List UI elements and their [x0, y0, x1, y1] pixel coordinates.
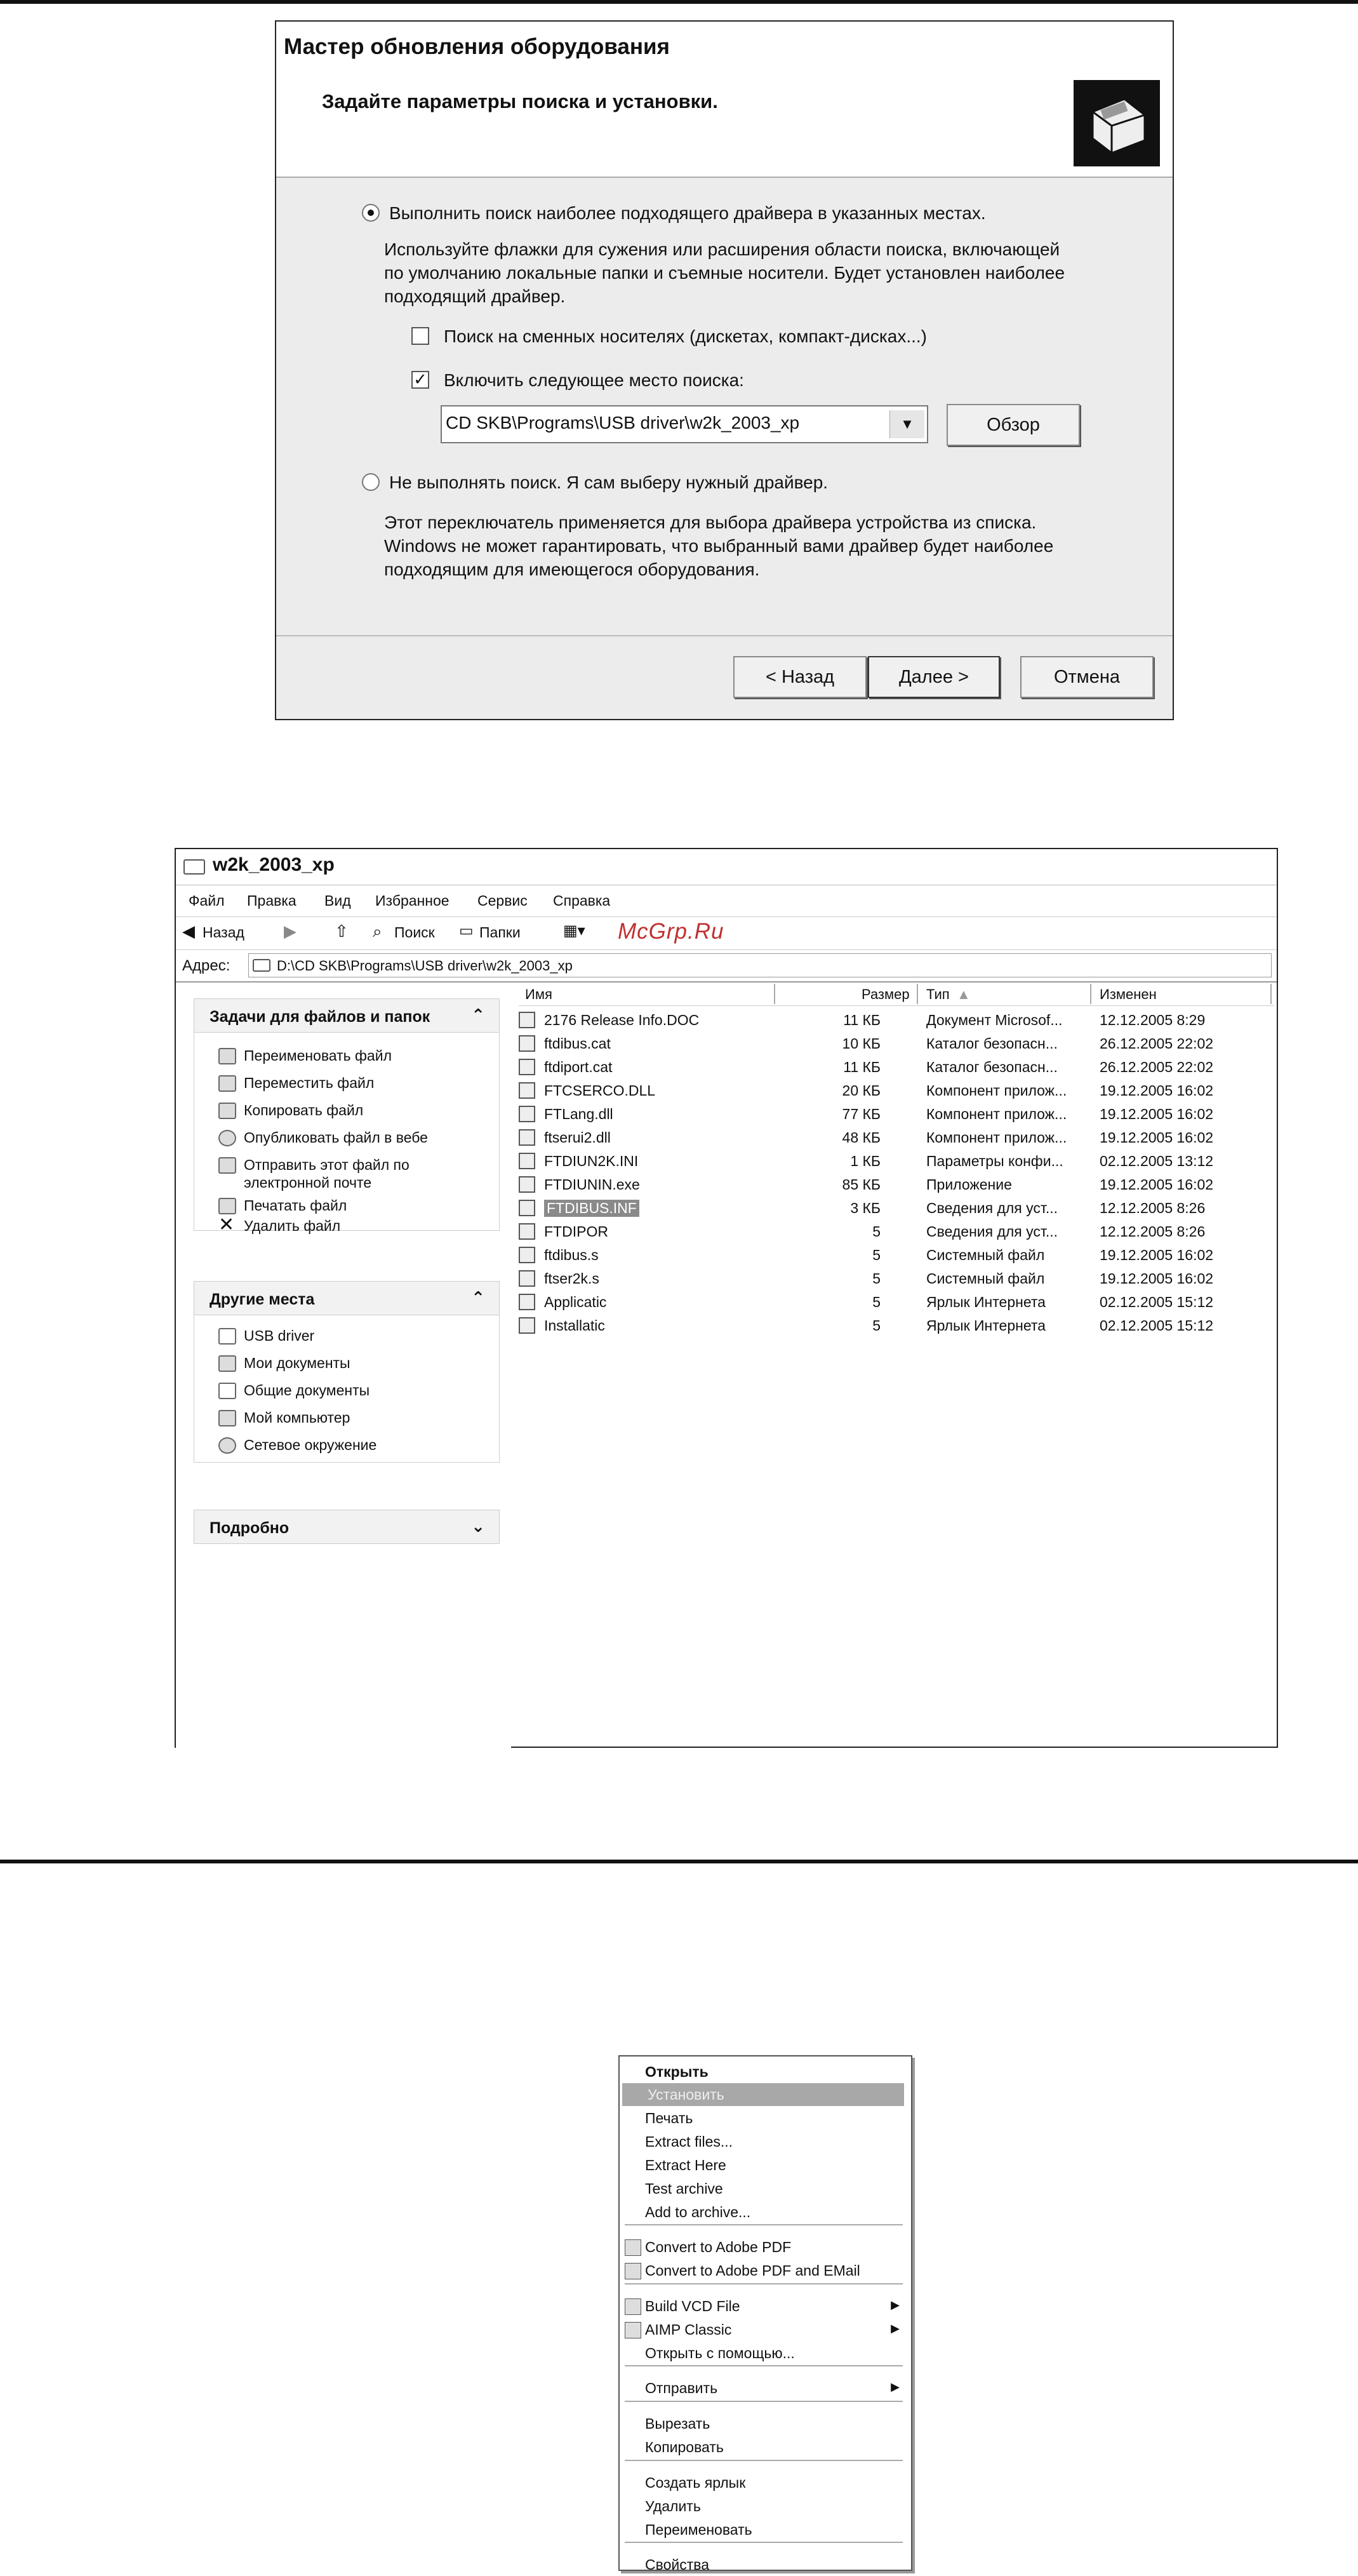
other-places-header[interactable]: [194, 1281, 500, 1315]
menu-separator: [625, 2542, 903, 2543]
delete-icon: ✕: [218, 1214, 235, 1235]
file-size: 5: [872, 1247, 881, 1263]
folders-icon[interactable]: ▭: [459, 922, 474, 939]
mail-icon: [218, 1157, 236, 1174]
table-row[interactable]: [519, 1102, 1274, 1125]
toolbar-search-button[interactable]: Поиск: [394, 924, 435, 941]
hardware-icon: [1074, 80, 1160, 166]
file-type: Ярлык Интернета: [926, 1317, 1046, 1334]
window-title-bar: [176, 849, 1277, 885]
file-icon: [519, 1200, 535, 1216]
place-network[interactable]: Сетевое окружение: [244, 1436, 376, 1454]
menu-item-open-with[interactable]: Открыть с помощью...: [645, 2345, 795, 2361]
file-modified: 19.12.2005 16:02: [1100, 1176, 1214, 1193]
search-path-value: CD SKB\Programs\USB driver\w2k_2003_xp: [446, 413, 800, 433]
col-name[interactable]: Имя: [525, 986, 552, 1002]
no-search-desc-2: Windows не может гарантировать, что выбранный вами драйвер будет наиболее: [384, 536, 1054, 556]
file-size: 11 КБ: [843, 1059, 881, 1075]
col-modified[interactable]: Изменен: [1100, 986, 1157, 1002]
printer-icon: [218, 1198, 236, 1214]
window-title: w2k_2003_xp: [213, 854, 335, 875]
convert-pdf-email-icon: [625, 2263, 641, 2279]
column-divider[interactable]: [1090, 984, 1091, 1004]
table-row[interactable]: [519, 1078, 1274, 1102]
file-icon: [519, 1176, 535, 1193]
menu-item-extract-files[interactable]: Extract files...: [645, 2133, 733, 2150]
forward-arrow-icon[interactable]: ▶: [284, 922, 296, 941]
menu-separator: [625, 2283, 903, 2284]
aimp-classic-icon: [625, 2322, 641, 2338]
task-rename[interactable]: Переименовать файл: [244, 1047, 392, 1064]
file-modified: 12.12.2005 8:26: [1100, 1200, 1206, 1216]
expand-icon[interactable]: ⌄: [471, 1517, 485, 1536]
file-modified: 02.12.2005 15:12: [1100, 1294, 1214, 1310]
file-icon: [519, 1035, 535, 1052]
cancel-button[interactable]: Отмена: [1020, 656, 1154, 698]
file-name: FTDIUN2K.INI: [544, 1153, 639, 1169]
search-option-desc-2: по умолчанию локальные папки и съемные носители. Будет установлен наиболее: [384, 263, 1065, 283]
menu-separator: [625, 2401, 903, 2402]
menu-file[interactable]: Файл: [189, 892, 225, 909]
file-name: 2176 Release Info.DOC: [544, 1012, 700, 1028]
menu-item-install[interactable]: Установить: [622, 2083, 904, 2106]
menu-separator: [625, 2460, 903, 2461]
no-search-desc-3: подходящим для имеющегося оборудования.: [384, 560, 760, 579]
file-tasks-body: [194, 1033, 500, 1235]
file-icon: [519, 1247, 535, 1263]
toolbar-folders-button[interactable]: Папки: [479, 924, 521, 941]
copy-icon: [218, 1103, 236, 1119]
menu-separator: [625, 2224, 903, 2225]
up-folder-icon[interactable]: ⇧: [335, 922, 349, 941]
wizard-header: [276, 22, 1173, 178]
menu-view[interactable]: Вид: [324, 892, 351, 909]
table-row[interactable]: [519, 1031, 1274, 1055]
col-type[interactable]: Тип: [926, 986, 950, 1002]
table-row[interactable]: [519, 1055, 1274, 1078]
table-row[interactable]: [519, 1008, 1274, 1031]
browse-button[interactable]: Обзор: [947, 404, 1080, 446]
task-email-line2[interactable]: электронной почте: [244, 1174, 372, 1191]
other-places-title: Другие места: [210, 1291, 315, 1308]
rename-icon: [218, 1048, 236, 1064]
folder-icon: [253, 959, 270, 972]
menu-item-extract-here[interactable]: Extract Here: [645, 2157, 726, 2173]
file-size: 5: [872, 1223, 881, 1240]
file-modified: 19.12.2005 16:02: [1100, 1129, 1214, 1146]
file-type: Параметры конфи...: [926, 1153, 1063, 1169]
menu-item-copy[interactable]: Копировать: [645, 2439, 724, 2455]
place-my-documents[interactable]: Мои документы: [244, 1354, 350, 1372]
table-row[interactable]: [519, 1172, 1274, 1196]
file-name: Installatic: [544, 1317, 605, 1334]
file-type: Компонент прилож...: [926, 1106, 1067, 1122]
submenu-arrow-icon: ▶: [891, 2380, 900, 2393]
table-row[interactable]: [519, 1243, 1274, 1266]
no-search-option-label: Не выполнять поиск. Я сам выберу нужный драйвер.: [389, 473, 829, 492]
file-modified: 12.12.2005 8:29: [1100, 1012, 1206, 1028]
menu-edit[interactable]: Правка: [247, 892, 296, 909]
table-row[interactable]: [519, 1219, 1274, 1243]
menu-tools[interactable]: Сервис: [477, 892, 528, 909]
file-size: 48 КБ: [842, 1129, 881, 1146]
file-name: Applicatic: [544, 1294, 607, 1310]
menu-item-send-to[interactable]: Отправить ▶: [645, 2380, 900, 2396]
file-icon: [519, 1270, 535, 1287]
file-modified: 26.12.2005 22:02: [1100, 1035, 1214, 1052]
menu-help[interactable]: Справка: [553, 892, 611, 909]
address-bar: [176, 949, 1277, 983]
address-label: Адрес:: [182, 957, 230, 974]
file-icon: [519, 1223, 535, 1240]
folder-icon: [218, 1383, 236, 1399]
file-modified: 12.12.2005 8:26: [1100, 1223, 1206, 1240]
menu-item-aimp-classic[interactable]: AIMP Classic ▶: [620, 2318, 911, 2341]
place-shared-documents[interactable]: Общие документы: [244, 1381, 369, 1399]
bottom-rule: [0, 1860, 1358, 1863]
search-path-combo[interactable]: [441, 405, 928, 443]
menu-item-cut[interactable]: Вырезать: [645, 2415, 710, 2432]
removable-media-checkbox[interactable]: [411, 327, 429, 345]
menu-separator: [625, 2365, 903, 2366]
column-divider[interactable]: [1270, 984, 1272, 1004]
toolbar-back-button[interactable]: Назад: [203, 924, 244, 941]
wizard-title: Мастер обновления оборудования: [284, 34, 670, 59]
file-modified: 02.12.2005 15:12: [1100, 1317, 1214, 1334]
back-arrow-icon[interactable]: ◀: [182, 922, 195, 941]
menu-item-properties[interactable]: Свойства: [645, 2556, 709, 2573]
file-icon: [519, 1153, 535, 1169]
table-row[interactable]: [519, 1313, 1274, 1337]
table-row[interactable]: [519, 1196, 1274, 1219]
file-type: Приложение: [926, 1176, 1012, 1193]
collapse-icon[interactable]: ⌃: [471, 1005, 485, 1024]
details-title: Подробно: [210, 1519, 290, 1537]
watermark: McGrp.Ru: [618, 919, 724, 944]
file-type: Системный файл: [926, 1247, 1045, 1263]
file-icon: [519, 1294, 535, 1310]
submenu-arrow-icon: ▶: [891, 2298, 900, 2311]
file-size: 3 КБ: [850, 1200, 881, 1216]
menu-item-create-shortcut[interactable]: Создать ярлык: [645, 2474, 746, 2491]
file-size: 1 КБ: [850, 1153, 881, 1169]
column-headers: [519, 983, 1274, 1006]
task-copy[interactable]: Копировать файл: [244, 1101, 363, 1119]
wizard-footer-divider: [276, 635, 1173, 636]
address-input[interactable]: [248, 953, 1272, 977]
folder-icon: [218, 1328, 236, 1345]
file-modified: 19.12.2005 16:02: [1100, 1082, 1214, 1099]
file-type: Ярлык Интернета: [926, 1294, 1046, 1310]
menu-item-add-to-archive[interactable]: Add to archive...: [645, 2204, 751, 2220]
removable-media-label: Поиск на сменных носителях (дискетах, компакт-дисках...): [444, 326, 928, 346]
no-search-desc-1: Этот переключатель применяется для выбора драйвера устройства из списка.: [384, 513, 1037, 532]
file-name: ftdibus.cat: [544, 1035, 611, 1052]
submenu-arrow-icon: ▶: [891, 2322, 900, 2335]
task-email[interactable]: Отправить этот файл по: [244, 1156, 409, 1174]
next-button[interactable]: Далее >: [868, 656, 1000, 698]
file-modified: 26.12.2005 22:02: [1100, 1059, 1214, 1075]
file-name: FTDIBUS.INF: [544, 1200, 639, 1217]
menu-item-convert-pdf[interactable]: Convert to Adobe PDF: [620, 2236, 911, 2258]
top-rule: [0, 0, 1358, 4]
file-size: 85 КБ: [842, 1176, 881, 1193]
sort-arrow-icon: ▲: [957, 986, 971, 1002]
collapse-icon[interactable]: ⌃: [471, 1288, 485, 1307]
include-location-label: Включить следующее место поиска:: [444, 370, 744, 390]
views-icon[interactable]: ▦▾: [563, 922, 585, 939]
menu-item-print[interactable]: Печать: [645, 2110, 693, 2126]
file-icon: [519, 1059, 535, 1075]
other-places-body: [194, 1315, 500, 1463]
file-name: ftdiport.cat: [544, 1059, 613, 1075]
file-icon: [519, 1012, 535, 1028]
file-name: FTLang.dll: [544, 1106, 613, 1122]
search-option-desc-3: подходящий драйвер.: [384, 286, 566, 306]
details-header[interactable]: [194, 1510, 500, 1544]
file-icon: [519, 1317, 535, 1334]
file-name: ftser2k.s: [544, 1270, 599, 1287]
file-icon: [519, 1106, 535, 1122]
column-divider[interactable]: [774, 984, 775, 1004]
table-row[interactable]: [519, 1149, 1274, 1172]
move-icon: [218, 1075, 236, 1092]
back-button[interactable]: < Назад: [733, 656, 867, 698]
task-pane: [176, 983, 511, 1748]
file-type: Сведения для уст...: [926, 1200, 1058, 1216]
search-option-desc-1: Используйте флажки для сужения или расширения области поиска, включающей: [384, 239, 1060, 259]
file-type: Каталог безопасн...: [926, 1059, 1058, 1075]
file-type: Компонент прилож...: [926, 1129, 1067, 1146]
file-tasks-header[interactable]: [194, 998, 500, 1033]
folder-icon: [183, 859, 205, 875]
wizard-subtitle: Задайте параметры поиска и установки.: [322, 90, 718, 112]
menu-bar: [176, 885, 1277, 917]
menu-item-delete[interactable]: Удалить: [645, 2498, 701, 2514]
file-size: 5: [872, 1270, 881, 1287]
file-type: Компонент прилож...: [926, 1082, 1067, 1099]
file-name: FTDIUNIN.exe: [544, 1176, 640, 1193]
convert-pdf-icon: [625, 2239, 641, 2256]
toolbar: [176, 916, 1277, 950]
table-row[interactable]: [519, 1290, 1274, 1313]
documents-icon: [218, 1355, 236, 1372]
menu-item-open[interactable]: Открыть: [645, 2063, 709, 2080]
file-name: FTCSERCO.DLL: [544, 1082, 656, 1099]
file-type: Системный файл: [926, 1270, 1045, 1287]
task-print[interactable]: Печатать файл: [244, 1197, 347, 1214]
file-name: FTDIPOR: [544, 1223, 608, 1240]
task-delete[interactable]: ✕ Удалить файл: [218, 1214, 341, 1235]
column-divider[interactable]: [917, 984, 918, 1004]
file-type: Каталог безопасн...: [926, 1035, 1058, 1052]
place-my-computer[interactable]: Мой компьютер: [244, 1409, 350, 1426]
search-radio[interactable]: [362, 204, 380, 222]
file-size: 10 КБ: [842, 1035, 881, 1052]
menu-item-convert-pdf-email[interactable]: Convert to Adobe PDF and EMail: [620, 2259, 911, 2282]
search-option-label: Выполнить поиск наиболее подходящего драйвера в указанных местах.: [389, 203, 986, 223]
no-search-radio[interactable]: [362, 473, 380, 491]
address-value: D:\CD SKB\Programs\USB driver\w2k_2003_xp: [277, 958, 573, 974]
chevron-down-icon[interactable]: ▼: [889, 410, 924, 438]
file-type: Сведения для уст...: [926, 1223, 1058, 1240]
search-icon[interactable]: ⌕: [373, 922, 382, 941]
menu-item-rename[interactable]: Переименовать: [645, 2521, 752, 2538]
file-type: Документ Microsof...: [926, 1012, 1063, 1028]
col-size[interactable]: Размер: [862, 986, 910, 1002]
file-modified: 19.12.2005 16:02: [1100, 1106, 1214, 1122]
table-row[interactable]: [519, 1266, 1274, 1290]
file-size: 5: [872, 1317, 881, 1334]
file-tasks-title: Задачи для файлов и папок: [210, 1008, 430, 1026]
file-size: 5: [872, 1294, 881, 1310]
menu-item-test-archive[interactable]: Test archive: [645, 2180, 723, 2197]
task-move[interactable]: Переместить файл: [244, 1074, 374, 1092]
table-row[interactable]: [519, 1125, 1274, 1149]
hardware-update-wizard: [275, 20, 1174, 720]
explorer-window: [175, 848, 1278, 2573]
task-publish[interactable]: Опубликовать файл в вебе: [244, 1129, 428, 1146]
context-menu: [618, 2055, 912, 2571]
menu-favorites[interactable]: Избранное: [375, 892, 449, 909]
include-location-checkbox[interactable]: ✓: [411, 371, 429, 389]
file-modified: 02.12.2005 13:12: [1100, 1153, 1214, 1169]
file-name: ftserui2.dll: [544, 1129, 611, 1146]
globe-icon: [218, 1130, 236, 1146]
file-size: 11 КБ: [843, 1012, 881, 1028]
file-size: 20 КБ: [842, 1082, 881, 1099]
file-modified: 19.12.2005 16:02: [1100, 1247, 1214, 1263]
file-size: 77 КБ: [842, 1106, 881, 1122]
file-icon: [519, 1129, 535, 1146]
place-usb-driver[interactable]: USB driver: [244, 1327, 314, 1345]
file-icon: [519, 1082, 535, 1099]
file-modified: 19.12.2005 16:02: [1100, 1270, 1214, 1287]
build-vcd-icon: [625, 2298, 641, 2315]
file-name: ftdibus.s: [544, 1247, 599, 1263]
menu-item-build-vcd[interactable]: Build VCD File ▶: [620, 2295, 911, 2318]
computer-icon: [218, 1410, 236, 1426]
network-icon: [218, 1437, 236, 1454]
